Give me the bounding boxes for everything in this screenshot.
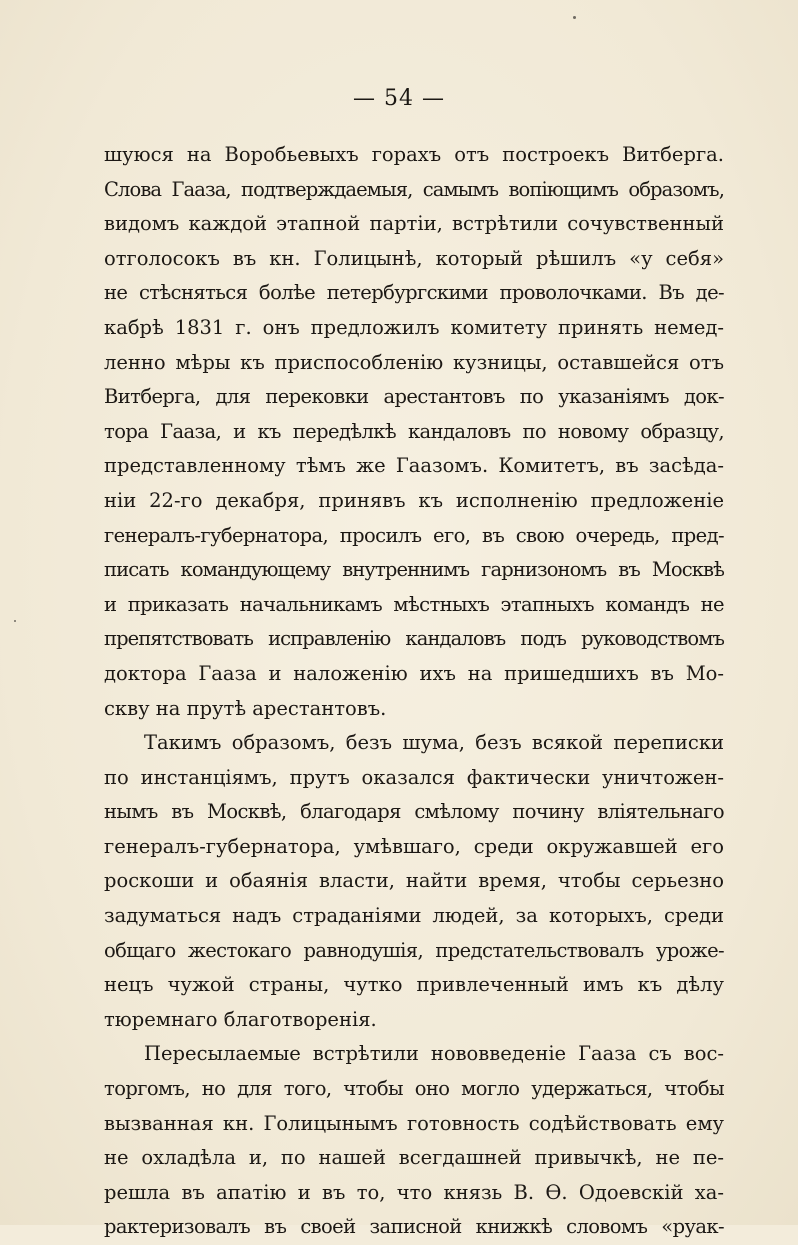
text-line: Слова Гааза, подтверждаемыя, самымъ вопіющимъ образомъ, [104,177,724,201]
text-line: ленно мѣры къ приспособленію кузницы, оставшейся отъ [104,350,724,374]
text-line: не стѣсняться болѣе петербургскими проволочками. Въ де- [104,281,724,305]
text-line: торгомъ, но для того, чтобы оно могло удержаться, чтобы [104,1077,724,1101]
text-line: Витберга, для перековки арестантовъ по указаніямъ док- [104,385,724,409]
text-line: и приказать начальникамъ мѣстныхъ этапныхъ командъ не [104,592,724,616]
text-line: рактеризовалъ въ своей записной книжкѣ словомъ «руак- [104,1215,724,1239]
text-line: ніи 22-го декабря, принявъ къ исполненію предложеніе [104,488,724,512]
text-line: вызванная кн. Голицынымъ готовность содѣйствовать ему [104,1111,724,1135]
text-line: представленному тѣмъ же Гаазомъ. Комитетъ, въ засѣда- [104,454,724,478]
text-line: задуматься надъ страданіями людей, за которыхъ, среди [104,904,724,928]
text-line: писать командующему внутреннимъ гарнизономъ въ Москвѣ [104,558,724,582]
text-line: нымъ въ Москвѣ, благодаря смѣлому почину вліятельнаго [104,800,724,824]
text-line: видомъ каждой этапной партіи, встрѣтили сочувственный [104,212,724,236]
text-line: скву на прутѣ арестантовъ. [104,696,387,720]
text-line: общаго жестокаго равнодушія, предстательствовалъ уроже- [104,938,724,962]
text-line: отголосокъ въ кн. Голицынѣ, который рѣшилъ «у себя» [104,246,724,270]
text-line: Такимъ образомъ, безъ шума, безъ всякой переписки [144,731,724,755]
text-line: не охладѣла и, по нашей всегдашней привычкѣ, не пе- [104,1146,724,1170]
page-number: — 54 — [353,86,445,111]
print-speck [14,620,16,622]
text-line: генералъ-губернатора, просилъ его, въ свою очередь, пред- [104,523,724,547]
text-line: нецъ чужой страны, чутко привлеченный имъ къ дѣлу [104,973,724,997]
text-line: роскоши и обаянія власти, найти время, чтобы серьезно [104,869,724,893]
text-line: решла въ апатію и въ то, что князь В. Ѳ. Одоевскій ха- [104,1180,724,1204]
text-line: тюремнаго благотворенія. [104,1007,377,1031]
text-line: доктора Гааза и наложенію ихъ на пришедшихъ въ Мо- [104,661,724,685]
text-line: шуюся на Воробьевыхъ горахъ отъ построекъ Витберга. [104,143,724,166]
body-text [104,138,724,1245]
print-speck [573,16,576,19]
text-line: препятствовать исправленію кандаловъ подъ руководствомъ [104,627,724,651]
text-line: генералъ-губернатора, умѣвшаго, среди окружавшей его [104,834,724,858]
text-line: Пересылаемые встрѣтили нововведеніе Гааза съ вос- [144,1042,724,1066]
text-line: по инстанціямъ, прутъ оказался фактически уничтожен- [104,765,724,789]
text-line: кабрѣ 1831 г. онъ предложилъ комитету принять немед- [104,315,724,339]
text-line: тора Гааза, и къ передѣлкѣ кандаловъ по новому образцу, [104,419,724,443]
